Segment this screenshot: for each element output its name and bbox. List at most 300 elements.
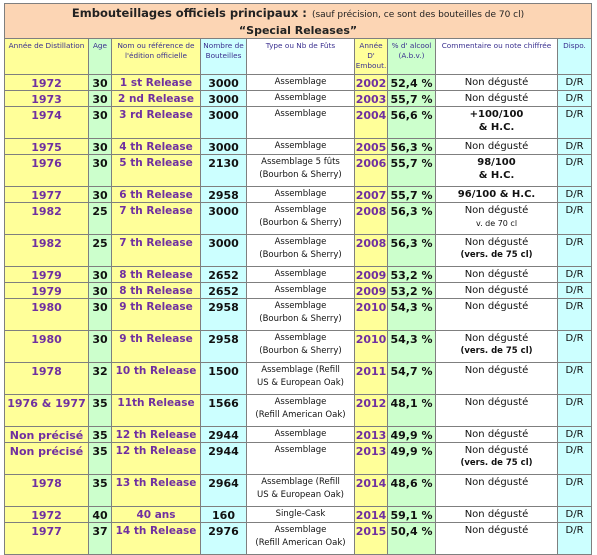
bottles-count: 160 <box>212 509 235 522</box>
age-value: 30 <box>92 301 108 314</box>
cell-comment <box>436 363 558 395</box>
distillation-year: Non précisé <box>9 429 84 442</box>
cell-release <box>112 139 201 155</box>
cell-dispo <box>558 475 592 507</box>
cell-bottling <box>355 235 388 267</box>
cell-bottles <box>201 235 247 267</box>
cell-type <box>247 395 355 427</box>
cell-type <box>247 107 355 139</box>
cell-age <box>89 267 112 283</box>
dispo-value: D/R <box>565 397 584 408</box>
bottling-year: 2010 <box>355 301 387 314</box>
cell-distillation <box>5 395 89 427</box>
header-release: Nom ou référence de l'édition officielle <box>112 39 201 75</box>
cell-dispo <box>558 203 592 235</box>
cell-type <box>247 155 355 187</box>
cell-bottling <box>355 107 388 139</box>
cell-age <box>89 155 112 187</box>
table-row <box>5 363 592 395</box>
cell-dispo <box>558 395 592 427</box>
dispo-value: D/R <box>565 509 584 520</box>
bottling-year: 2005 <box>355 141 387 154</box>
cell-distillation <box>5 91 89 107</box>
cell-bottles <box>201 475 247 507</box>
age-value: 30 <box>92 157 108 170</box>
cell-distillation <box>5 107 89 139</box>
alcohol-value: 52,4 % <box>390 77 433 90</box>
distillation-year: 1979 <box>31 269 62 282</box>
cell-bottles <box>201 427 247 443</box>
distillation-year: 1978 <box>31 365 62 378</box>
cell-dispo <box>558 363 592 395</box>
cell-release <box>112 203 201 235</box>
bottling-year: 2004 <box>355 109 387 122</box>
dispo-value: D/R <box>565 141 584 152</box>
age-value: 35 <box>92 429 108 442</box>
age-value: 30 <box>92 109 108 122</box>
table-row <box>5 427 592 443</box>
cell-type <box>247 475 355 507</box>
cell-alcohol <box>388 75 436 91</box>
alcohol-value: 55,7 % <box>390 189 433 202</box>
cell-alcohol <box>388 475 436 507</box>
cell-age <box>89 91 112 107</box>
cell-alcohol <box>388 91 436 107</box>
distillation-year: 1977 <box>31 525 62 538</box>
bottling-year: 2009 <box>355 269 387 282</box>
cell-distillation <box>5 283 89 299</box>
release-name: 12 th Release <box>115 429 197 441</box>
cell-comment <box>436 187 558 203</box>
distillation-year: 1982 <box>31 237 62 250</box>
dispo-value: D/R <box>565 525 584 536</box>
alcohol-value: 55,7 % <box>390 93 433 106</box>
cell-age <box>89 187 112 203</box>
type-line-1: Assemblage <box>274 429 327 439</box>
distillation-year: 1980 <box>31 301 62 314</box>
bottling-year: 2014 <box>355 509 387 522</box>
bottling-year: 2009 <box>355 285 387 298</box>
bottles-count: 2976 <box>208 525 239 538</box>
table-row <box>5 443 592 475</box>
cell-age <box>89 331 112 363</box>
comment-line-1: Non dégusté <box>464 237 529 248</box>
bottles-count: 3000 <box>208 205 239 218</box>
alcohol-value: 54,3 % <box>390 333 433 346</box>
cell-alcohol <box>388 283 436 299</box>
cell-comment <box>436 443 558 475</box>
age-value: 25 <box>92 237 108 250</box>
comment-line-1: Non dégusté <box>464 509 529 520</box>
bottles-count: 3000 <box>208 237 239 250</box>
cell-alcohol <box>388 395 436 427</box>
header-type: Type ou Nb de Fûts <box>247 39 355 75</box>
type-line-1: Assemblage <box>274 237 327 247</box>
cell-bottling <box>355 395 388 427</box>
type-line-1: Assemblage (Refill <box>261 477 340 487</box>
cell-dispo <box>558 155 592 187</box>
distillation-year: 1972 <box>31 77 62 90</box>
cell-alcohol <box>388 427 436 443</box>
age-value: 30 <box>92 141 108 154</box>
dispo-value: D/R <box>565 365 584 376</box>
cell-bottling <box>355 331 388 363</box>
release-name: 7 th Release <box>119 205 193 217</box>
age-value: 25 <box>92 205 108 218</box>
cell-bottling <box>355 139 388 155</box>
type-line-1: Assemblage <box>274 301 327 311</box>
type-line-2: (Bourbon & Sherry) <box>259 170 342 180</box>
title-sub: (sauf précision, ce sont des bouteilles de 70 cl) <box>311 10 525 20</box>
dispo-value: D/R <box>565 109 584 120</box>
bottling-year: 2013 <box>355 429 387 442</box>
type-line-1: Assemblage <box>274 333 327 343</box>
dispo-value: D/R <box>565 429 584 440</box>
cell-comment <box>436 395 558 427</box>
cell-distillation <box>5 363 89 395</box>
cell-comment <box>436 283 558 299</box>
distillation-year: 1975 <box>31 141 62 154</box>
distillation-year: 1974 <box>31 109 62 122</box>
cell-distillation <box>5 331 89 363</box>
title-main: Embouteillages officiels principaux : <box>71 6 307 20</box>
cell-release <box>112 475 201 507</box>
type-line-2: (Refill American Oak) <box>255 410 346 420</box>
release-name: 8 th Release <box>119 269 193 281</box>
cell-dispo <box>558 267 592 283</box>
release-name: 2 nd Release <box>118 93 194 105</box>
cell-age <box>89 395 112 427</box>
cell-bottling <box>355 523 388 555</box>
type-line-1: Assemblage <box>274 77 327 87</box>
release-name: 5 th Release <box>119 157 193 169</box>
cell-release <box>112 235 201 267</box>
cell-release <box>112 395 201 427</box>
release-name: 8 th Release <box>119 285 193 297</box>
cell-bottles <box>201 523 247 555</box>
bottles-count: 2958 <box>208 189 239 202</box>
header-bottles: Nombre de Bouteilles <box>201 39 247 75</box>
cell-bottles <box>201 299 247 331</box>
cell-comment <box>436 203 558 235</box>
cell-age <box>89 363 112 395</box>
age-value: 30 <box>92 93 108 106</box>
table-row <box>5 139 592 155</box>
cell-bottling <box>355 363 388 395</box>
cell-bottling <box>355 187 388 203</box>
cell-release <box>112 107 201 139</box>
table-title <box>5 4 592 39</box>
distillation-year: 1977 <box>31 189 62 202</box>
distillation-year: Non précisé <box>9 445 84 458</box>
alcohol-value: 50,4 % <box>390 525 433 538</box>
type-line-1: Assemblage (Refill <box>261 365 340 375</box>
cell-alcohol <box>388 107 436 139</box>
dispo-value: D/R <box>565 333 584 344</box>
cell-age <box>89 299 112 331</box>
cell-type <box>247 203 355 235</box>
cell-comment <box>436 331 558 363</box>
cell-bottling <box>355 283 388 299</box>
cell-bottles <box>201 187 247 203</box>
cell-distillation <box>5 299 89 331</box>
cell-dispo <box>558 187 592 203</box>
dispo-value: D/R <box>565 189 584 200</box>
cell-dispo <box>558 523 592 555</box>
table-row <box>5 267 592 283</box>
type-line-2: (Bourbon & Sherry) <box>259 250 342 260</box>
cell-bottles <box>201 203 247 235</box>
cell-bottles <box>201 139 247 155</box>
age-value: 40 <box>92 509 108 522</box>
alcohol-value: 56,3 % <box>390 205 433 218</box>
header-distillation: Année de Distillation <box>5 39 89 75</box>
cell-alcohol <box>388 363 436 395</box>
comment-line-1: Non dégusté <box>464 141 529 152</box>
alcohol-value: 59,1 % <box>390 509 433 522</box>
bottles-count: 3000 <box>208 141 239 154</box>
alcohol-value: 54,3 % <box>390 301 433 314</box>
bottling-year: 2011 <box>355 365 387 378</box>
comment-line-1: Non dégusté <box>464 333 529 344</box>
release-name: 12 th Release <box>115 445 197 457</box>
distillation-year: 1982 <box>31 205 62 218</box>
bottling-year: 2008 <box>355 205 387 218</box>
comment-line-1: Non dégusté <box>464 285 529 296</box>
type-line-1: Single-Cask <box>275 509 326 519</box>
type-line-1: Assemblage <box>274 285 327 295</box>
age-value: 35 <box>92 445 108 458</box>
table-row <box>5 187 592 203</box>
cell-bottles <box>201 107 247 139</box>
cell-release <box>112 283 201 299</box>
alcohol-value: 56,3 % <box>390 237 433 250</box>
alcohol-value: 55,7 % <box>390 157 433 170</box>
comment-line-1: 96/100 & H.C. <box>457 189 536 200</box>
comment-line-1: Non dégusté <box>464 93 529 104</box>
cell-alcohol <box>388 267 436 283</box>
cell-age <box>89 235 112 267</box>
bottles-count: 1500 <box>208 365 239 378</box>
cell-dispo <box>558 75 592 91</box>
cell-age <box>89 283 112 299</box>
cell-bottling <box>355 91 388 107</box>
age-value: 30 <box>92 269 108 282</box>
alcohol-value: 53,2 % <box>390 269 433 282</box>
cell-age <box>89 507 112 523</box>
release-name: 1 st Release <box>119 77 193 89</box>
cell-bottling <box>355 507 388 523</box>
release-name: 11th Release <box>117 397 195 409</box>
cell-type <box>247 267 355 283</box>
cell-type <box>247 299 355 331</box>
cell-comment <box>436 475 558 507</box>
dispo-value: D/R <box>565 285 584 296</box>
cell-alcohol <box>388 299 436 331</box>
cell-distillation <box>5 139 89 155</box>
cell-dispo <box>558 235 592 267</box>
age-value: 30 <box>92 77 108 90</box>
comment-line-1: Non dégusté <box>464 525 529 536</box>
cell-release <box>112 331 201 363</box>
table-row <box>5 507 592 523</box>
cell-bottles <box>201 331 247 363</box>
cell-type <box>247 283 355 299</box>
cell-comment <box>436 139 558 155</box>
type-line-2: (Bourbon & Sherry) <box>259 314 342 324</box>
cell-alcohol <box>388 235 436 267</box>
cell-type <box>247 523 355 555</box>
release-name: 40 ans <box>136 509 176 521</box>
cell-dispo <box>558 139 592 155</box>
alcohol-value: 49,9 % <box>390 445 433 458</box>
cell-age <box>89 107 112 139</box>
bottles-count: 3000 <box>208 109 239 122</box>
bottling-year: 2008 <box>355 237 387 250</box>
cell-bottling <box>355 475 388 507</box>
age-value: 30 <box>92 333 108 346</box>
type-line-1: Assemblage 5 fûts <box>261 157 340 167</box>
bottling-year: 2007 <box>355 189 387 202</box>
cell-release <box>112 507 201 523</box>
cell-distillation <box>5 187 89 203</box>
cell-type <box>247 139 355 155</box>
type-line-1: Assemblage <box>274 189 327 199</box>
cell-age <box>89 427 112 443</box>
release-name: 9 th Release <box>119 301 193 313</box>
cell-release <box>112 523 201 555</box>
cell-release <box>112 299 201 331</box>
alcohol-value: 53,2 % <box>390 285 433 298</box>
distillation-year: 1980 <box>31 333 62 346</box>
distillation-year: 1973 <box>31 93 62 106</box>
cell-age <box>89 523 112 555</box>
bottling-year: 2012 <box>355 397 387 410</box>
cell-bottles <box>201 155 247 187</box>
cell-age <box>89 139 112 155</box>
comment-line-1: 98/100 <box>477 157 516 168</box>
type-line-1: Assemblage <box>274 141 327 151</box>
alcohol-value: 49,9 % <box>390 429 433 442</box>
alcohol-value: 48,6 % <box>390 477 433 490</box>
cell-age <box>89 203 112 235</box>
age-value: 32 <box>92 365 108 378</box>
cell-comment <box>436 155 558 187</box>
release-name: 9 th Release <box>119 333 193 345</box>
cell-bottles <box>201 75 247 91</box>
cell-comment <box>436 107 558 139</box>
releases-sheet <box>4 3 591 555</box>
type-line-1: Assemblage <box>274 109 327 119</box>
comment-line-1: Non dégusté <box>464 77 529 88</box>
cell-release <box>112 155 201 187</box>
bottling-year: 2014 <box>355 477 387 490</box>
header-comment: Commentaire ou note chiffrée <box>436 39 558 75</box>
header-bottling: Année D' Embout. <box>355 39 388 75</box>
comment-line-2: (vers. de 75 cl) <box>460 458 533 468</box>
type-line-2: (Bourbon & Sherry) <box>259 346 342 356</box>
cell-distillation <box>5 75 89 91</box>
bottling-year: 2010 <box>355 333 387 346</box>
cell-dispo <box>558 331 592 363</box>
cell-release <box>112 443 201 475</box>
cell-alcohol <box>388 443 436 475</box>
cell-bottles <box>201 91 247 107</box>
cell-distillation <box>5 427 89 443</box>
type-line-2: US & European Oak) <box>257 490 344 500</box>
cell-alcohol <box>388 187 436 203</box>
cell-dispo <box>558 443 592 475</box>
comment-line-1: Non dégusté <box>464 445 529 456</box>
bottles-count: 2958 <box>208 333 239 346</box>
type-line-1: Assemblage <box>274 397 327 407</box>
cell-alcohol <box>388 331 436 363</box>
cell-dispo <box>558 91 592 107</box>
cell-distillation <box>5 507 89 523</box>
cell-age <box>89 75 112 91</box>
bottles-count: 2944 <box>208 429 239 442</box>
type-line-2: (Bourbon & Sherry) <box>259 218 342 228</box>
cell-age <box>89 475 112 507</box>
table-body <box>5 75 592 555</box>
cell-distillation <box>5 443 89 475</box>
comment-line-2: & H.C. <box>478 122 515 133</box>
bottles-count: 3000 <box>208 77 239 90</box>
cell-release <box>112 427 201 443</box>
cell-alcohol <box>388 139 436 155</box>
alcohol-value: 56,6 % <box>390 109 433 122</box>
distillation-year: 1978 <box>31 477 62 490</box>
cell-dispo <box>558 507 592 523</box>
cell-bottles <box>201 507 247 523</box>
table-row <box>5 107 592 139</box>
cell-alcohol <box>388 507 436 523</box>
bottling-year: 2013 <box>355 445 387 458</box>
type-line-2: US & European Oak) <box>257 378 344 388</box>
cell-distillation <box>5 523 89 555</box>
distillation-year: 1976 & 1977 <box>7 397 86 410</box>
release-name: 6 th Release <box>119 189 193 201</box>
bottles-count: 2958 <box>208 301 239 314</box>
comment-line-1: Non dégusté <box>464 365 529 376</box>
cell-dispo <box>558 427 592 443</box>
bottling-year: 2003 <box>355 93 387 106</box>
cell-dispo <box>558 299 592 331</box>
cell-distillation <box>5 203 89 235</box>
cell-bottles <box>201 283 247 299</box>
alcohol-value: 54,7 % <box>390 365 433 378</box>
release-name: 14 th Release <box>115 525 197 537</box>
dispo-value: D/R <box>565 77 584 88</box>
cell-distillation <box>5 155 89 187</box>
release-name: 3 rd Release <box>119 109 193 121</box>
cell-bottles <box>201 363 247 395</box>
bottling-year: 2002 <box>355 77 387 90</box>
dispo-value: D/R <box>565 269 584 280</box>
comment-line-2: v. de 70 cl <box>475 219 518 228</box>
distillation-year: 1972 <box>31 509 62 522</box>
table-row <box>5 75 592 91</box>
bottles-count: 2130 <box>208 157 239 170</box>
comment-line-1: +100/100 <box>469 109 524 120</box>
alcohol-value: 48,1 % <box>390 397 433 410</box>
table-row <box>5 91 592 107</box>
type-line-1: Assemblage <box>274 269 327 279</box>
age-value: 35 <box>92 477 108 490</box>
comment-line-2: & H.C. <box>478 170 515 181</box>
cell-distillation <box>5 235 89 267</box>
table-row <box>5 331 592 363</box>
